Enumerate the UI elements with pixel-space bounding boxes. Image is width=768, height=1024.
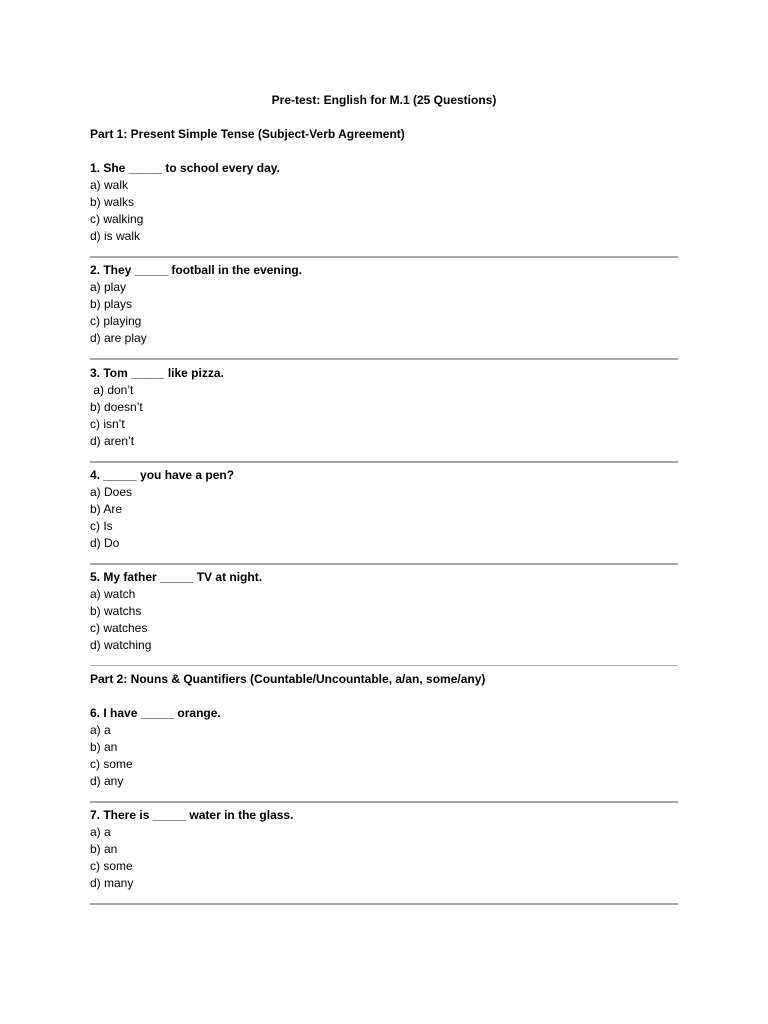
option-c: c) Is [90,519,113,533]
option-c: c) walking [90,212,144,226]
option-c: c) playing [90,314,142,328]
question-2 [90,262,678,347]
question-3 [90,365,678,450]
option-d: d) Do [90,536,120,550]
question-text: 7. There is _____ water in the glass. [90,808,294,822]
option-a: a) don’t [90,383,134,397]
divider [90,801,678,803]
question-text: 3. Tom _____ like pizza. [90,366,224,380]
page-title: Pre-test: English for M.1 (25 Questions) [271,93,497,107]
option-d: d) is walk [90,229,141,243]
part-heading-2: Part 2: Nouns & Quantifiers (Countable/Uncountable, a/an, some/any) [90,672,486,686]
question-text: 2. They _____ football in the evening. [90,263,303,277]
question-6 [90,705,678,790]
option-a: a) a [90,825,111,839]
option-b: b) walks [90,195,135,209]
option-b: b) doesn’t [90,400,143,414]
question-text: 4. _____ you have a pen? [90,468,235,482]
option-c: c) some [90,757,133,771]
option-b: b) watchs [90,604,142,618]
question-5 [90,569,678,654]
option-d: d) any [90,774,124,788]
option-b: b) Are [90,502,123,516]
option-d: d) are play [90,331,147,345]
option-a: a) walk [90,178,129,192]
divider [90,903,678,905]
part-heading-1: Part 1: Present Simple Tense (Subject-Verb Agreement) [90,127,405,141]
question-text: 6. I have _____ orange. [90,706,221,720]
option-c: c) watches [90,621,148,635]
question-7 [90,807,678,892]
option-d: d) watching [90,638,152,652]
option-c: c) some [90,859,133,873]
divider [90,358,678,360]
question-text: 5. My father _____ TV at night. [90,570,263,584]
option-b: b) plays [90,297,133,311]
question-1 [90,160,678,245]
option-a: a) a [90,723,111,737]
option-d: d) aren’t [90,434,135,448]
question-4 [90,467,678,552]
option-a: a) watch [90,587,136,601]
option-d: d) many [90,876,134,890]
option-a: a) Does [90,485,133,499]
divider [90,665,678,666]
divider [90,256,678,258]
divider [90,461,678,463]
option-a: a) play [90,280,127,294]
question-text: 1. She _____ to school every day. [90,161,280,175]
option-b: b) an [90,842,118,856]
divider [90,563,678,565]
option-c: c) isn’t [90,417,125,431]
option-b: b) an [90,740,118,754]
